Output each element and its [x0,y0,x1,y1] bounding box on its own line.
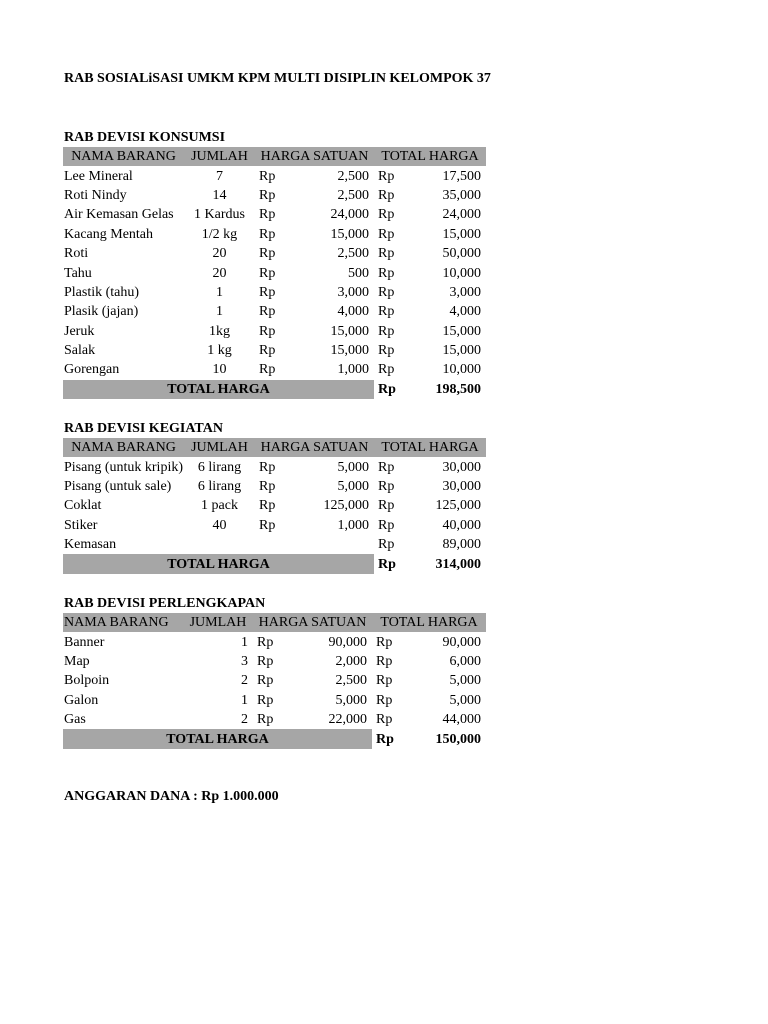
table-row [63,691,486,710]
item-name: Roti Nindy [64,187,127,203]
kegiatan-body [63,438,486,574]
item-qty: 1/2 kg [201,226,238,242]
currency-label: Rp [378,304,395,320]
unit-price: 1,000 [337,517,370,533]
item-name: Lee Mineral [64,168,133,184]
item-name: Plastik (tahu) [64,284,140,300]
currency-label: Rp [378,187,395,203]
item-qty: 2 [241,673,248,689]
currency-label: Rp [257,673,274,689]
item-qty: 1 [216,284,223,300]
item-qty: 10 [212,362,227,378]
total-label: TOTAL HARGA [63,729,372,748]
row-total: 5,000 [449,692,482,708]
currency-label: Rp [259,304,276,320]
header-harga-satuan: HARGA SATUAN [255,147,374,166]
unit-price: 500 [348,265,370,281]
currency-label: Rp [376,653,393,669]
row-total: 4,000 [449,304,482,320]
perlengkapan-body [63,613,486,749]
table-row [63,535,486,554]
table-row [63,710,486,729]
unit-price [281,535,374,554]
item-qty: 2 [241,712,248,728]
budget-total: ANGGARAN DANA : Rp 1.000.000 [64,789,279,804]
item-name: Pisang (untuk kripik) [64,459,183,475]
row-total: 44,000 [442,712,482,728]
section-title: RAB DEVISI KEGIATAN [64,421,223,436]
currency-label: Rp [376,634,393,650]
unit-price: 5,000 [337,478,370,494]
unit-price: 2,500 [337,246,370,262]
unit-price: 1,000 [337,362,370,378]
currency-label: Rp [378,226,395,242]
currency-label: Rp [259,246,276,262]
row-total: 15,000 [442,323,482,339]
item-name: Coklat [64,498,102,514]
currency-label: Rp [378,168,395,184]
currency-label: Rp [257,653,274,669]
table-row [63,225,486,244]
currency-label: Rp [259,498,276,514]
item-name: Kacang Mentah [64,226,154,242]
section-konsumsi [63,128,486,399]
total-label: TOTAL HARGA [63,554,374,573]
item-name: Salak [64,343,96,359]
item-qty: 7 [216,168,223,184]
table-row [63,671,486,690]
item-name: Pisang (untuk sale) [64,478,172,494]
unit-price: 2,500 [337,187,370,203]
item-qty: 1 [241,692,248,708]
currency-label: Rp [259,168,276,184]
unit-price: 2,500 [335,673,368,689]
currency-label: Rp [259,226,276,242]
row-total: 30,000 [442,459,482,475]
table-header-row [63,147,486,166]
currency-label: Rp [378,459,395,475]
header-jumlah: JUMLAH [183,613,253,632]
unit-price: 4,000 [337,304,370,320]
row-total: 50,000 [442,246,482,262]
header-harga-satuan: HARGA SATUAN [253,613,372,632]
item-qty: 1 kg [207,343,232,359]
unit-price: 15,000 [330,323,370,339]
item-qty [184,535,255,554]
currency-label: Rp [378,362,395,378]
row-total: 6,000 [449,653,482,669]
currency-label: Rp [378,323,395,339]
row-total: 40,000 [442,517,482,533]
currency-label: Rp [378,207,395,223]
currency-label: Rp [259,265,276,281]
currency-label: Rp [259,343,276,359]
item-qty: 20 [212,265,227,281]
item-qty: 6 lirang [197,459,242,475]
total-currency: Rp [376,731,394,747]
header-total-harga: TOTAL HARGA [374,147,486,166]
row-total: 89,000 [442,537,482,553]
total-currency: Rp [378,381,396,397]
currency-label: Rp [257,692,274,708]
currency-label: Rp [259,207,276,223]
item-qty: 1 [241,634,248,650]
unit-price: 24,000 [330,207,370,223]
item-qty: 20 [212,246,227,262]
item-qty: 6 lirang [197,478,242,494]
header-total-harga: TOTAL HARGA [372,613,486,632]
total-row [63,729,486,748]
currency-label: Rp [378,537,395,553]
item-qty: 3 [241,653,248,669]
item-name: Stiker [64,517,98,533]
header-nama-barang: NAMA BARANG [63,438,184,457]
header-jumlah: JUMLAH [184,438,255,457]
unit-price: 2,500 [337,168,370,184]
total-currency: Rp [378,556,396,572]
currency-label: Rp [257,634,274,650]
table-row [63,477,486,496]
table-row [63,496,486,515]
table-row [63,283,486,302]
document-title: RAB SOSIALiSASI UMKM KPM MULTI DISIPLIN KELOMPOK 37 [64,71,491,86]
row-total: 15,000 [442,343,482,359]
table-row [63,244,486,263]
currency-label: Rp [378,284,395,300]
table-row [63,263,486,282]
currency-label: Rp [376,673,393,689]
currency-label: Rp [259,284,276,300]
currency-label: Rp [378,265,395,281]
item-name: Map [64,653,90,669]
table-header-row [63,613,486,632]
item-name: Roti [64,246,89,262]
header-nama-barang: NAMA BARANG [63,613,183,632]
item-name: Air Kemasan Gelas [64,207,174,223]
unit-price: 3,000 [337,284,370,300]
header-jumlah: JUMLAH [184,147,255,166]
total-row [63,554,486,573]
currency-label: Rp [376,712,393,728]
unit-price: 5,000 [337,459,370,475]
row-total: 5,000 [449,673,482,689]
row-total: 90,000 [442,634,482,650]
item-qty: 1 pack [201,498,238,514]
unit-price: 90,000 [328,634,368,650]
section-title: RAB DEVISI KONSUMSI [64,130,226,145]
currency-label: Rp [378,478,395,494]
currency-label: Rp [257,712,274,728]
item-name: Banner [64,634,105,650]
total-label: TOTAL HARGA [63,380,374,399]
currency-label: Rp [378,246,395,262]
unit-price: 125,000 [323,498,370,514]
table-header-row [63,438,486,457]
table-row [63,166,486,185]
table-row [63,341,486,360]
unit-price: 5,000 [335,692,368,708]
row-total: 17,500 [442,168,482,184]
item-name: Bolpoin [64,673,110,689]
item-name: Plasik (jajan) [64,304,139,320]
item-name: Gas [64,712,86,728]
currency-label: Rp [378,517,395,533]
currency-label: Rp [378,498,395,514]
table-row [63,186,486,205]
currency-label: Rp [259,517,276,533]
item-name: Tahu [64,265,92,281]
section-perlengkapan [63,594,486,749]
currency-label: Rp [259,362,276,378]
table-row [63,205,486,224]
currency-label: Rp [259,478,276,494]
currency-label: Rp [376,692,393,708]
item-qty: 1 Kardus [194,207,245,223]
section-title: RAB DEVISI PERLENGKAPAN [64,596,266,611]
grand-total-value: 150,000 [435,731,482,747]
kegiatan-table [63,438,486,574]
item-name: Kemasan [64,537,117,553]
row-total: 10,000 [442,265,482,281]
unit-price: 2,000 [335,653,368,669]
table-row [63,652,486,671]
currency-label: Rp [259,323,276,339]
currency-label [255,535,281,554]
table-row [63,322,486,341]
grand-total-value: 198,500 [435,381,482,397]
row-total: 3,000 [449,284,482,300]
unit-price: 15,000 [330,226,370,242]
currency-label: Rp [378,343,395,359]
item-name: Gorengan [64,362,120,378]
item-name: Jeruk [64,323,95,339]
table-row [63,360,486,379]
row-total: 30,000 [442,478,482,494]
currency-label: Rp [259,459,276,475]
table-row [63,516,486,535]
table-row [63,302,486,321]
item-qty: 1kg [209,323,230,339]
row-total: 15,000 [442,226,482,242]
currency-label: Rp [259,187,276,203]
item-qty: 40 [212,517,227,533]
header-total-harga: TOTAL HARGA [374,438,486,457]
unit-price: 22,000 [328,712,368,728]
konsumsi-table [63,147,486,399]
table-row [63,457,486,476]
header-harga-satuan: HARGA SATUAN [255,438,374,457]
header-nama-barang: NAMA BARANG [63,147,184,166]
total-row [63,380,486,399]
row-total: 35,000 [442,187,482,203]
grand-total-value: 314,000 [435,556,482,572]
section-kegiatan [63,419,486,574]
table-row [63,632,486,651]
konsumsi-body [63,147,486,399]
item-name: Galon [64,692,99,708]
item-qty: 14 [212,187,227,203]
row-total: 10,000 [442,362,482,378]
row-total: 24,000 [442,207,482,223]
unit-price: 15,000 [330,343,370,359]
perlengkapan-table [63,613,486,749]
item-qty: 1 [216,304,223,320]
row-total: 125,000 [435,498,482,514]
